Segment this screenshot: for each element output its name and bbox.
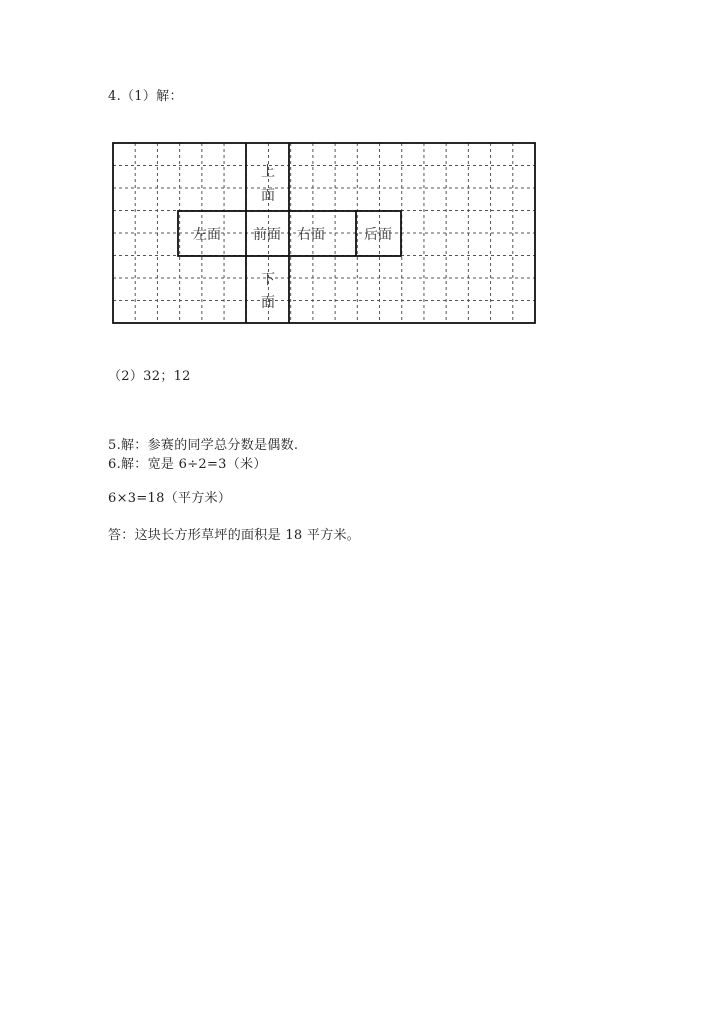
top-face-label-2: 面 [261,188,275,204]
q5-answer: 5.解：参赛的同学总分数是偶数. [108,438,299,453]
top-face-label-1: 上 [261,164,275,180]
q6-answer: 答：这块长方形草坪的面积是 18 平方米。 [108,528,361,543]
back-face-label: 后面 [364,227,392,243]
q6-line2: 6×3=18（平方米） [108,491,232,506]
cube-net-grid [108,138,540,328]
bottom-face-label-1: 下 [261,272,275,288]
left-face-label: 左面 [193,227,221,243]
q4-heading: 4.（1）解： [108,89,183,104]
bottom-face-label-2: 面 [261,295,275,311]
right-face-label: 右面 [297,227,325,243]
front-face-label: 前面 [253,227,281,243]
q6-line1: 6.解：宽是 6÷2=3（米） [108,457,267,472]
q4-part2: （2）32；12 [108,369,191,384]
